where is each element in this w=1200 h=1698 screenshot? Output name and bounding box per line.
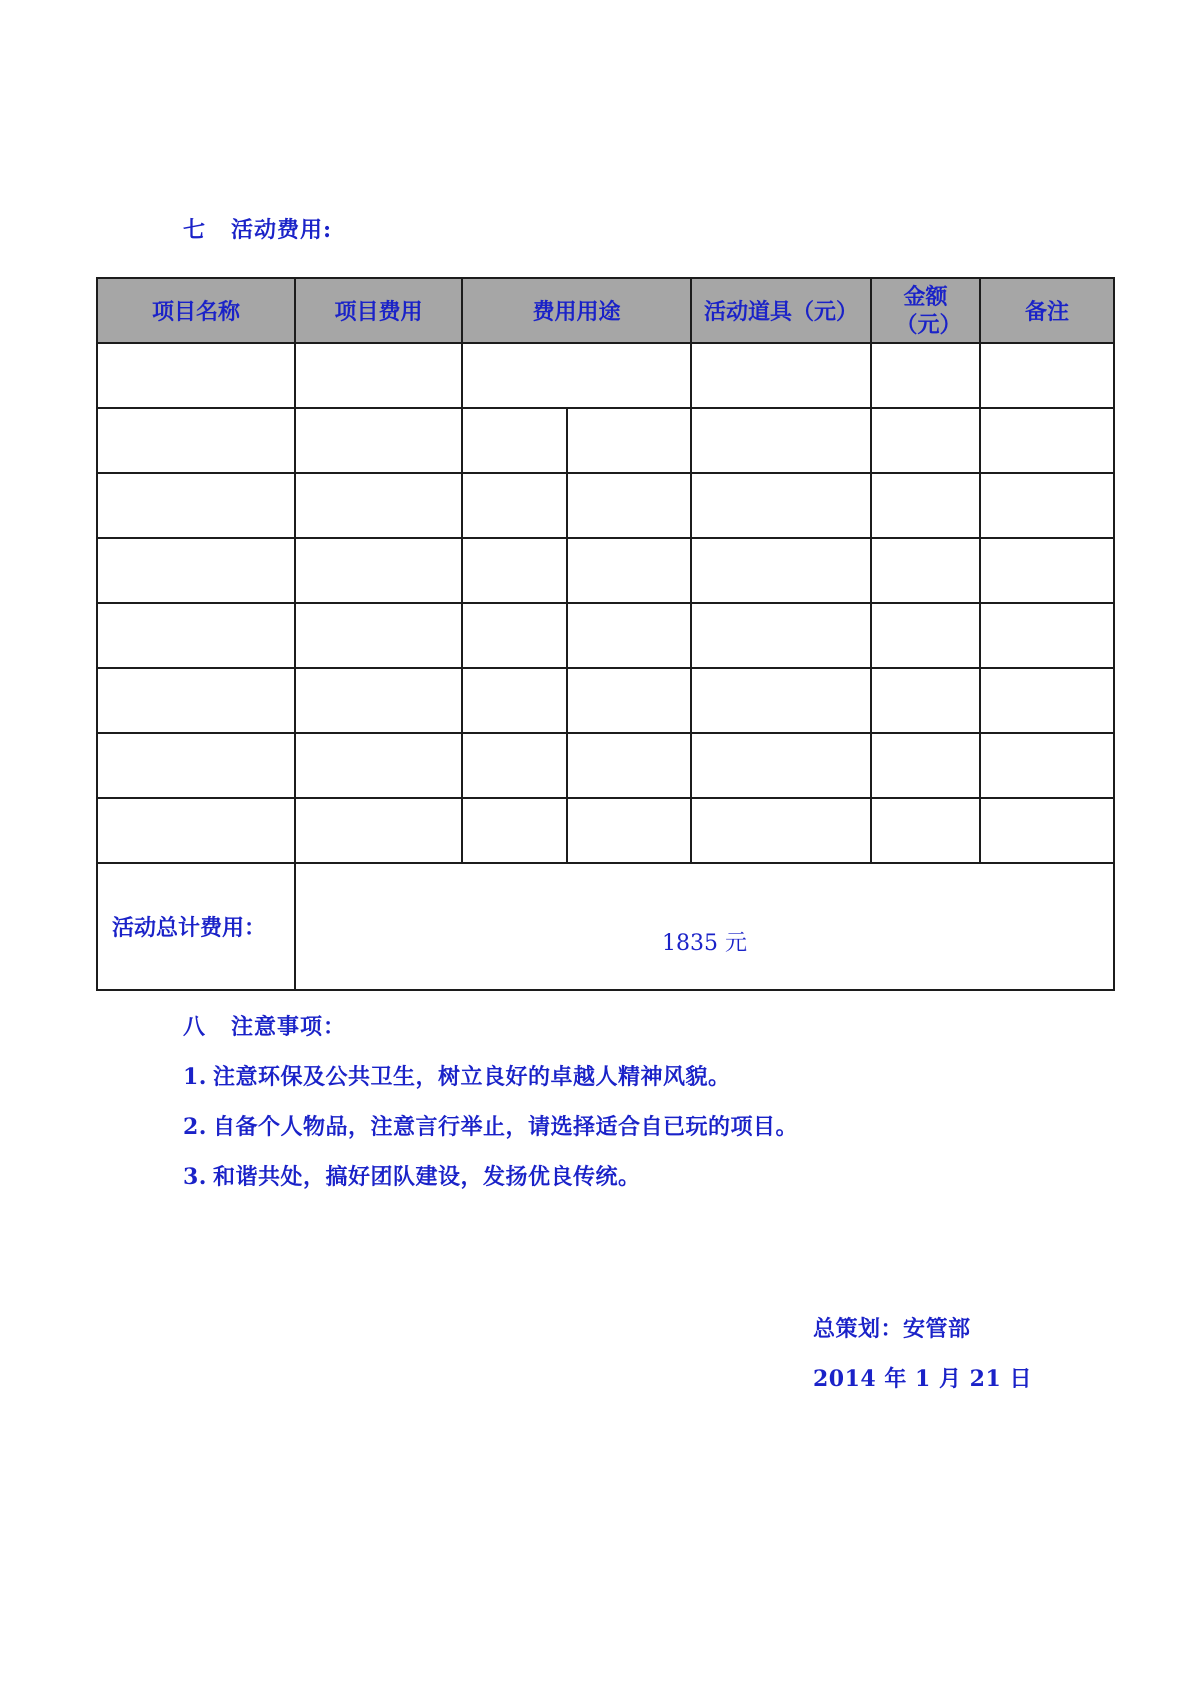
- table-cell: [691, 538, 871, 603]
- table-cell: [691, 473, 871, 538]
- table-cell: [980, 733, 1114, 798]
- table-row: [97, 473, 1114, 538]
- header-amount: [871, 278, 980, 343]
- table-cell: [980, 603, 1114, 668]
- table-cell: [97, 668, 295, 733]
- table-cell: [462, 343, 691, 408]
- table-cell: [295, 538, 462, 603]
- table-cell: [97, 603, 295, 668]
- note-text: 自备个人物品，注意言行举止，请选择适合自已玩的项目。: [213, 1114, 799, 1140]
- table-cell: [567, 538, 691, 603]
- table-cell: [97, 343, 295, 408]
- table-cell: [871, 343, 980, 408]
- note-text: 和谐共处，搞好团队建设，发扬优良传统。: [213, 1164, 641, 1190]
- table-cell: [567, 733, 691, 798]
- table-cell: [980, 473, 1114, 538]
- table-cell: [567, 603, 691, 668]
- table-cell: [980, 538, 1114, 603]
- header-remarks: 备注: [980, 278, 1114, 343]
- note-text: 注意环保及公共卫生，树立良好的卓越人精神风貌。: [213, 1064, 731, 1090]
- table-cell: [567, 668, 691, 733]
- table-cell: [871, 408, 980, 473]
- table-row: [97, 668, 1114, 733]
- header-props: 活动道具（元）: [691, 278, 871, 343]
- table-row: [97, 538, 1114, 603]
- total-cost-label: 活动总计费用：: [97, 863, 295, 990]
- table-cell: [871, 603, 980, 668]
- table-cell: [871, 668, 980, 733]
- table-cell: [871, 733, 980, 798]
- table-cell: [462, 473, 567, 538]
- table-header-row: [97, 278, 1114, 343]
- header-cost-usage: 费用用途: [462, 278, 691, 343]
- header-item-name: 项目名称: [97, 278, 295, 343]
- table-cell: [871, 473, 980, 538]
- table-cell: [97, 538, 295, 603]
- table-cell: [462, 798, 567, 863]
- table-cell: [295, 603, 462, 668]
- table-cell: [97, 798, 295, 863]
- section-8-heading: [183, 1010, 346, 1041]
- table-cell: [691, 668, 871, 733]
- document-date: 2014 年 1 月 21 日: [813, 1366, 1032, 1392]
- table-row: [97, 798, 1114, 863]
- table-cell: [871, 798, 980, 863]
- table-cell: [295, 798, 462, 863]
- table-cell: [567, 408, 691, 473]
- header-item-cost: 项目费用: [295, 278, 462, 343]
- table-row: [97, 733, 1114, 798]
- table-cell: [567, 798, 691, 863]
- note-item: [183, 1110, 798, 1141]
- planner-signature: 总策划：安管部: [813, 1316, 971, 1342]
- table-cell: [462, 538, 567, 603]
- table-cell: [980, 343, 1114, 408]
- header-amount-label: 金额（元）: [895, 283, 962, 338]
- table-cell: [97, 408, 295, 473]
- table-cell: [295, 408, 462, 473]
- table-cell: [295, 473, 462, 538]
- section-8-number: 八: [183, 1014, 207, 1040]
- note-item: [183, 1160, 641, 1191]
- table-cell: [980, 798, 1114, 863]
- table-cell: [97, 733, 295, 798]
- section-8-title: 注意事项：: [231, 1014, 347, 1040]
- table-cell: [980, 668, 1114, 733]
- table-cell: [295, 733, 462, 798]
- table-row: [97, 343, 1114, 408]
- section-7-heading: [183, 213, 332, 244]
- table-cell: [691, 408, 871, 473]
- table-cell: [980, 408, 1114, 473]
- table-cell: [691, 798, 871, 863]
- total-row: [97, 863, 1114, 990]
- section-7-number: 七: [183, 217, 207, 243]
- table-row: [97, 603, 1114, 668]
- table-cell: [567, 473, 691, 538]
- expense-table: [96, 277, 1115, 991]
- table-cell: [462, 603, 567, 668]
- table-cell: [462, 733, 567, 798]
- table-cell: [97, 473, 295, 538]
- table-row: [97, 408, 1114, 473]
- note-number: 1.: [183, 1064, 207, 1090]
- table-cell: [462, 408, 567, 473]
- note-number: 2.: [183, 1114, 207, 1140]
- table-cell: [295, 343, 462, 408]
- table-cell: [462, 668, 567, 733]
- table-cell: [691, 733, 871, 798]
- note-item: [183, 1060, 731, 1091]
- section-7-title: 活动费用:: [231, 217, 333, 243]
- table-cell: [871, 538, 980, 603]
- note-number: 3.: [183, 1164, 207, 1190]
- table-cell: [295, 668, 462, 733]
- total-cost-value: 1835 元: [295, 863, 1114, 990]
- table-cell: [691, 603, 871, 668]
- table-cell: [691, 343, 871, 408]
